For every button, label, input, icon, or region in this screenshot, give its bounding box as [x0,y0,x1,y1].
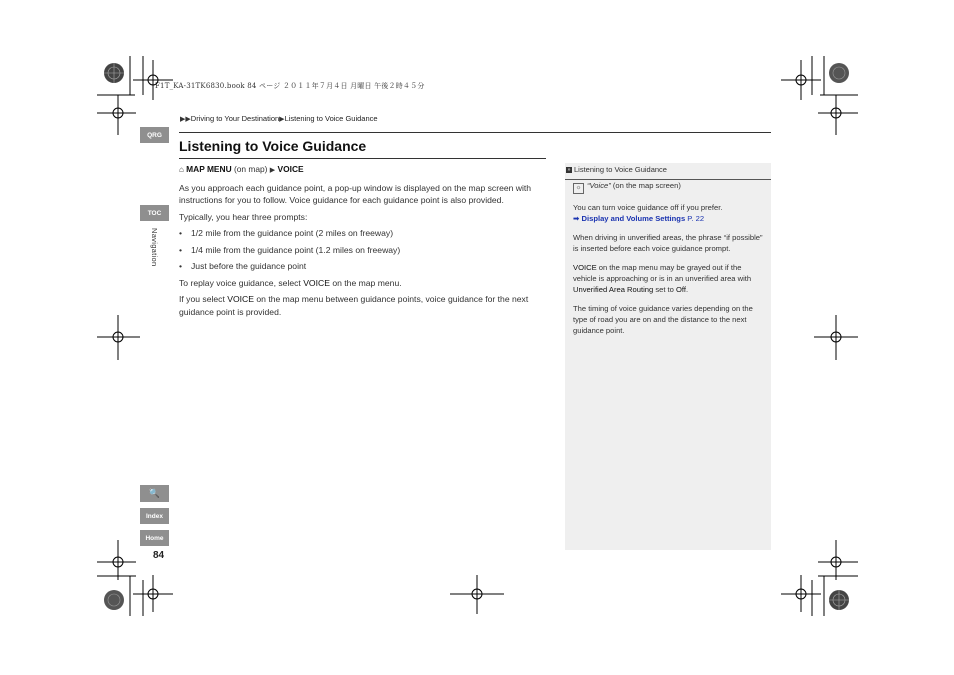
breadcrumb-arrow-icon: ▶ [279,116,285,123]
search-button[interactable] [140,485,169,502]
voice-command-note: ☼ “Voice” (on the map screen) [573,180,763,194]
note-icon: » [567,167,571,173]
timing-note: The timing of voice guidance varies depending on the type of road you are on and the distance to the next guidance point. [573,304,753,335]
microphone-icon: ☼ [573,183,584,194]
link-arrow-icon: ➡ [573,214,580,223]
turn-off-note: You can turn voice guidance off if you prefer. ➡ Display and Volume Settings P. 22 [573,203,723,223]
page-title: Listening to Voice Guidance [179,138,367,154]
grayed-note: VOICE on the map menu may be grayed out if the vehicle is approaching or is in an unverified area with Unverified Area Routing set to Off. [573,263,752,294]
voice-keyword: VOICE [303,277,330,288]
menu-path [179,163,545,178]
notes-heading: » Listening to Voice Guidance [565,165,771,180]
replay-paragraph: To replay voice guidance, select VOICE on the map menu. [179,277,402,288]
bullet-icon: • [179,228,183,238]
main-content [179,163,545,322]
bullet-icon: • [179,261,183,271]
list-item: • Just before the guidance point [179,261,307,271]
breadcrumb [180,114,378,123]
display-volume-link[interactable]: Display and Volume Settings [581,214,686,223]
voice-keyword: VOICE [227,294,254,304]
menu-path-context: (on map) [233,164,268,174]
path-arrow-icon: ▶ [269,167,276,174]
breadcrumb-arrow-icon: ▶▶ [180,116,191,123]
intro-paragraph: As you approach each guidance point, a pop-up window is displayed on the map screen with instructions for you to follow. Voice guidance for each guidance point is also provided. [179,182,532,205]
home-button[interactable]: Home [140,530,169,546]
breadcrumb-parent[interactable]: Driving to Your Destination [190,114,280,123]
index-button[interactable]: Index [140,508,169,524]
breadcrumb-current: Listening to Voice Guidance [284,114,378,123]
notes-body [573,180,763,344]
qrg-button[interactable]: QRG [140,127,169,143]
list-item: • 1/4 mile from the guidance point (1.2 miles on freeway) [179,244,401,255]
title-divider [179,158,546,159]
header-divider [179,132,771,133]
home-icon: ⌂ [179,165,184,174]
between-paragraph: If you select VOICE on the map menu between guidance points, voice guidance for the next guidance point is provided. [179,294,529,317]
unverified-note: When driving in unverified areas, the phrase “if possible” is inserted before each voice guidance prompt. [573,233,763,253]
menu-path-menu: MAP MENU [186,164,232,174]
bullet-icon: • [179,244,183,255]
search-icon: 🔍 [148,488,161,498]
list-item: • 1/2 mile from the guidance point (2 miles on freeway) [179,228,394,238]
section-tab-navigation: Navigation [150,228,159,267]
print-header: F1T_KA-31TK6830.book 84 ページ ２０１１年７月４日 月曜日 午後２時４５分 [155,82,425,90]
prompts-intro: Typically, you hear three prompts: [179,211,308,222]
menu-path-item: VOICE [277,164,304,174]
ref-page[interactable]: P. 22 [687,214,705,223]
toc-button[interactable]: TOC [140,205,169,221]
page-number: 84 [153,550,165,561]
